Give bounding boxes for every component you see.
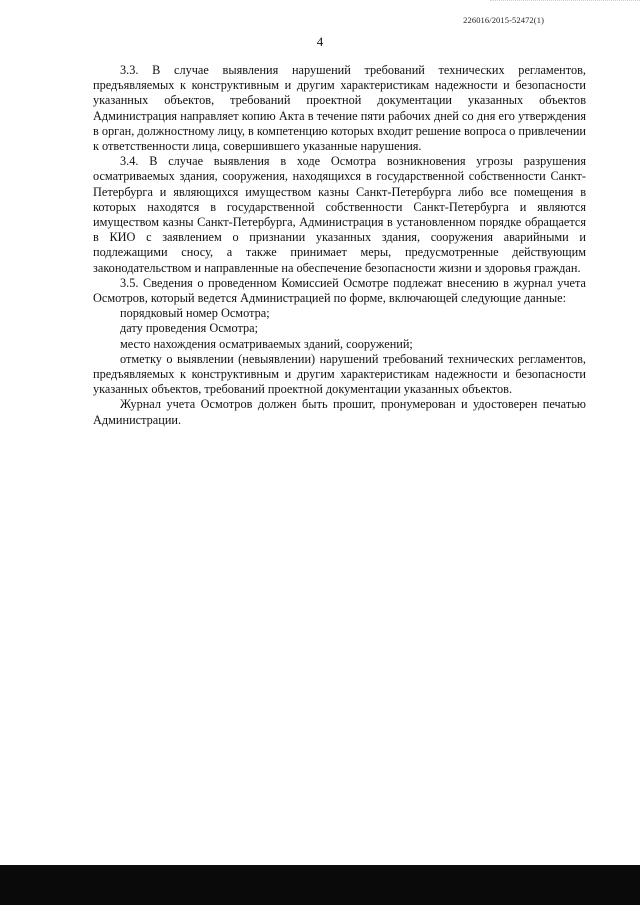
document-id: 226016/2015-52472(1)	[463, 15, 544, 25]
paragraph-3-3: 3.3. В случае выявления нарушений требований технических регламентов, предъявляемых к конструктивным и другим характеристикам надежности и безопасности указанных объектов, требований проектной документации указанных объектов Администрация направляет копию Акта в течение пяти рабочих дней со дня его утверждения в орган, должностному лицу, в компетенцию которых входит решение вопроса о привлечении к ответственности лица, совершившего указанные нарушения.	[93, 63, 586, 154]
paragraph-3-5: 3.5. Сведения о проведенном Комиссией Осмотре подлежат внесению в журнал учета Осмотров, который ведется Администрацией по форме, включающей следующие данные:	[93, 275, 586, 306]
list-item: дату проведения Осмотра;	[120, 321, 258, 336]
list-item-violations: отметку о выявлении (невыявлении) нарушений требований технических регламентов, предъявляемых к конструктивным и другим характеристикам надежности и безопасности указанных объектов, требований проектной документации указанных объектов.	[93, 351, 586, 397]
list-item: место нахождения осматриваемых зданий, сооружений;	[120, 336, 413, 351]
scan-artifact	[490, 0, 640, 13]
paragraph-journal: Журнал учета Осмотров должен быть прошит, пронумерован и удостоверен печатью Администрации.	[93, 397, 586, 427]
document-body	[93, 63, 586, 428]
page-number: 4	[316, 34, 324, 49]
scan-bottom-edge	[0, 865, 640, 905]
paragraph-3-4: 3.4. В случае выявления в ходе Осмотра возникновения угрозы разрушения осматриваемых здания, сооружения, находящихся в государственной собственности Санкт-Петербурга и являющихся имуществом казны Санкт-Петербурга либо все помещения в которых находятся в государственной собственности Санкт-Петербурга и являются имуществом казны Санкт-Петербурга, Администрация в установленном порядке обращается в КИО с заявлением о признании указанных здания, сооружения аварийными и подлежащими сносу, а также принимает меры, предусмотренные действующим законодательством и направленные на обеспечение безопасности жизни и здоровья граждан.	[93, 154, 586, 275]
list-item: порядковый номер Осмотра;	[120, 306, 270, 321]
